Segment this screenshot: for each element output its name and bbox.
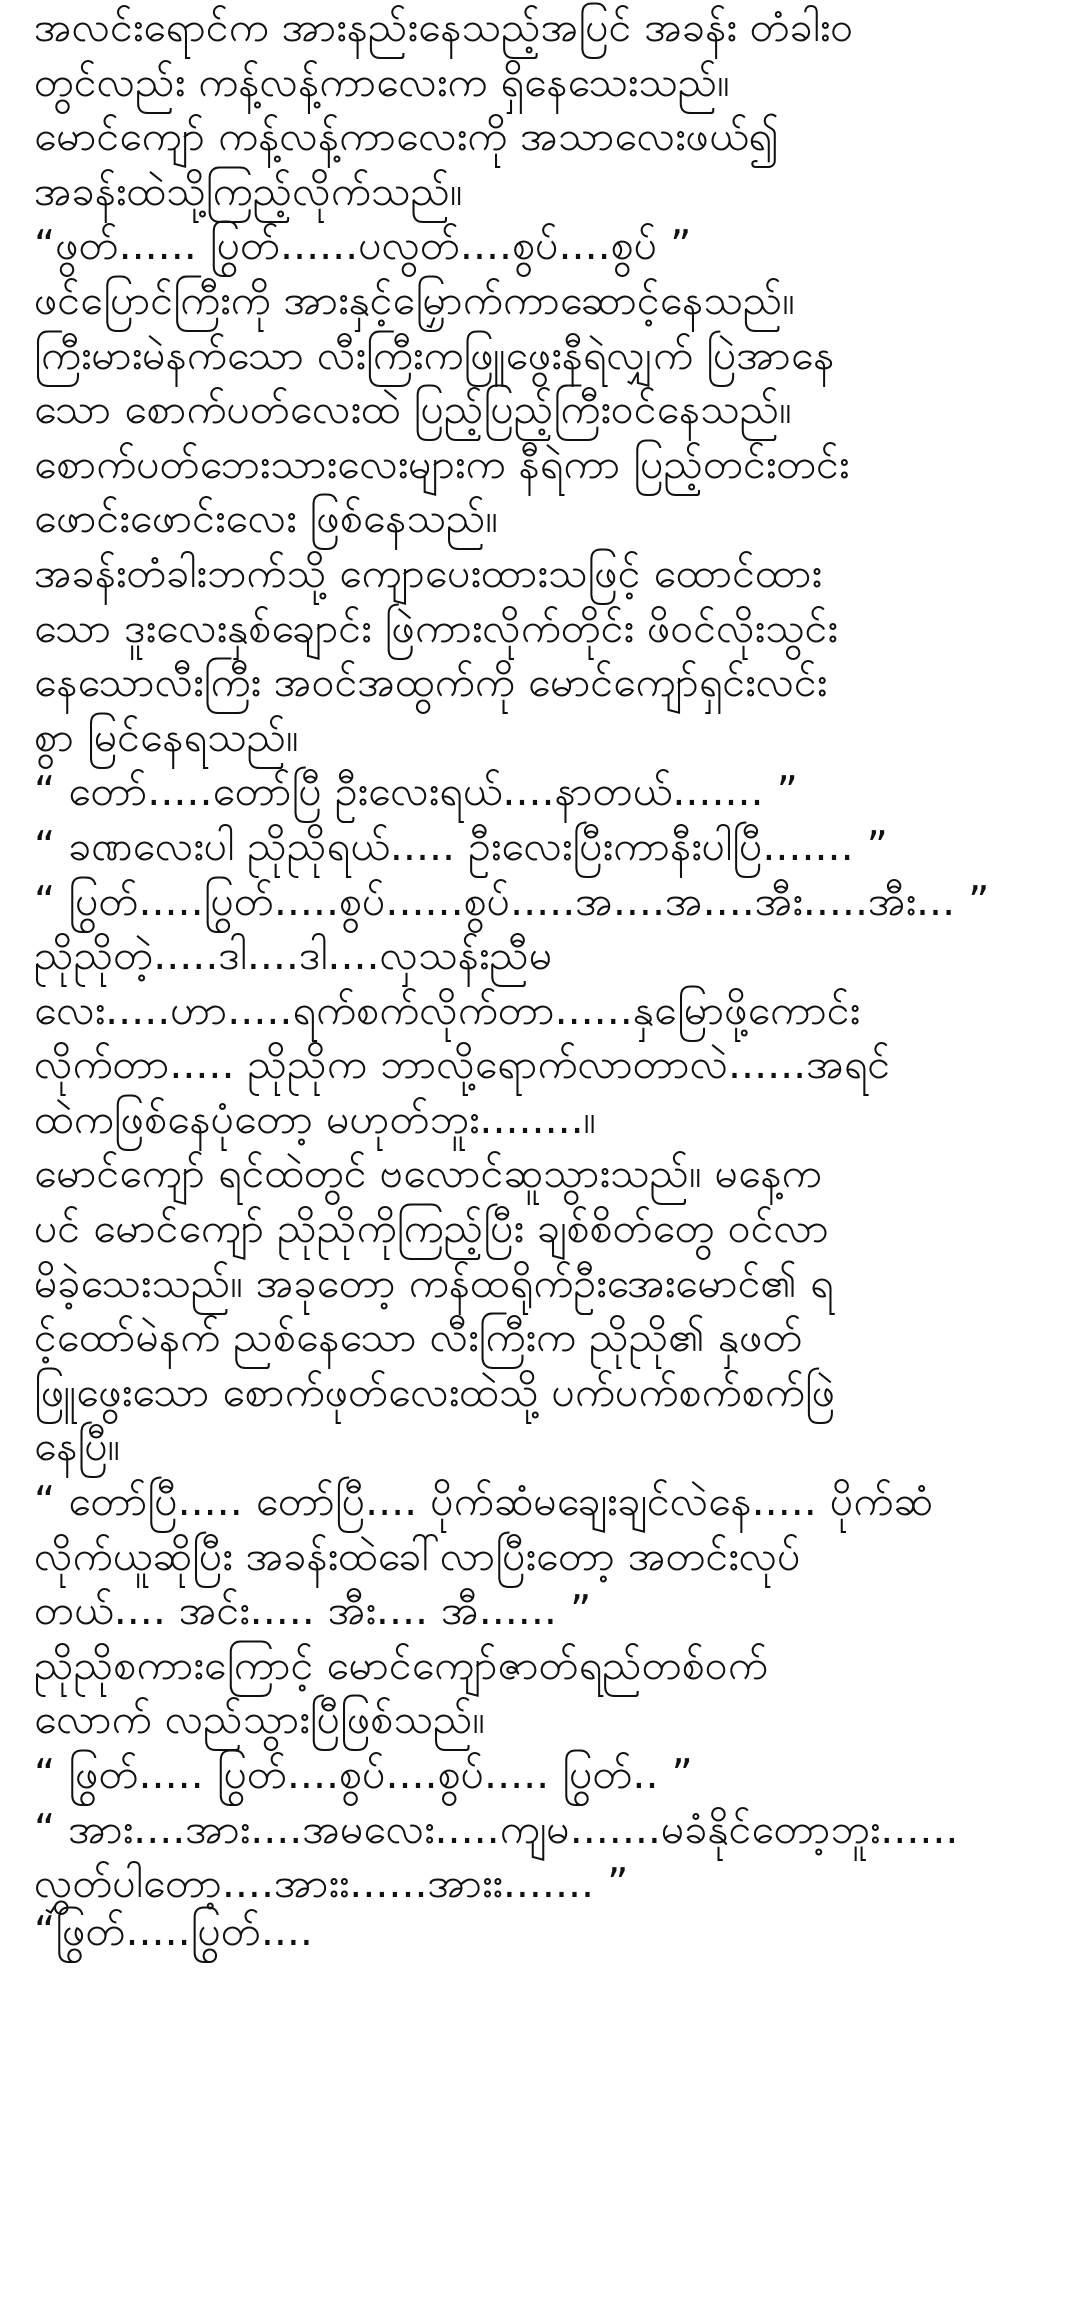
text-line: နေပြီ။ [34, 1422, 121, 1471]
text-line: “ တော်.....တော်ပြီ ဦးလေးရယ်....နာတယ်....... ” [34, 767, 798, 816]
text-line: “ ခဏလေးပါ ညိုညိုရယ်..... ဦးလေးပြီးကာနီးပါပြီ....... ” [34, 821, 888, 870]
text-line: လောက် လည်သွားပြီဖြစ်သည်။ [34, 1695, 486, 1744]
text-line: မောင်ကျော် ကန့်လန့်ကာလေးကို အသာလေးဖယ်၍ [34, 112, 780, 161]
text-line: “ ဖြွတ်..... ပြွတ်....စွပ်....စွပ်..... ပြွတ်.. ” [34, 1750, 693, 1798]
text-line: ညိုညိုတဲ့.....ဒါ....ဒါ....လှသန်းညီမ [34, 931, 553, 980]
text-line: စောက်ပတ်ဘေးသားလေးများက နီရဲကာ ပြည့်တင်းတင်း [34, 439, 850, 488]
text-line-cut-off: “ဖြွတ်.....ပြွတ်.... [34, 1906, 313, 1955]
text-line: အလင်းရောင်က အားနည်းနေသည့်အပြင် အခန်း တံခါးဝ [34, 3, 854, 51]
text-line: “ ပြွတ်.....ပြွတ်.....စွပ်......စွပ်.....အ....အ....အီး.....အီး... ” [34, 876, 990, 925]
text-line: ကြီးမားမဲနက်သော လီးကြီးကဖြူဖွေးနီရဲလျှက် ပြဲအာနေ [34, 330, 835, 379]
text-line: ဖင်ပြောင်ကြီးကို အားနှင့်မြှောက်ကာဆောင့်နေသည်။ [34, 275, 795, 324]
text-line: ညိုညိုစကားကြောင့် မောင်ကျော်ဇာတ်ရည်တစ်ဝက် [34, 1640, 768, 1689]
text-line: လွှတ်ပါတော့....အားး......အားး....... ” [34, 1859, 629, 1908]
paragraph-text [34, 0, 1054, 1955]
text-line: “ တော်ပြီ..... တော်ပြီ.... ပိုက်ဆံမချေးချင်လဲနေ..... ပိုက်ဆံ [34, 1477, 933, 1526]
text-line: အခန်းတံခါးဘက်သို့ ကျောပေးထားသဖြင့် ထောင်ထား [34, 548, 822, 597]
text-line: စွာ မြင်နေရသည်။ [34, 712, 299, 761]
text-line: ပင် မောင်ကျော် ညိုညိုကိုကြည့်ပြီး ချစ်စိတ်တွေ ဝင်လာ [34, 1204, 829, 1253]
text-line: သော ဒူးလေးနှစ်ချောင်း ဖြဲကားလိုက်တိုင်း ဖိဝင်လိုးသွင်း [34, 603, 838, 652]
text-line: တယ်.... အင်း..... အီး.... အီ...... ” [34, 1586, 592, 1635]
text-line: င့်ထော်မဲနက် ညစ်နေသော လီးကြီးက ညိုညို၏ နှဖတ် [34, 1313, 803, 1362]
text-line: ဖောင်းဖောင်းလေး ဖြစ်နေသည်။ [34, 494, 499, 543]
text-line: လိုက်တာ..... ညိုညိုက ဘာလို့ရောက်လာတာလဲ......အရင် [34, 1040, 891, 1089]
text-line: လေး.....ဟာ.....ရက်စက်လိုက်တာ......နှမြောဖို့ကောင်း [34, 985, 861, 1034]
text-line: ဖြူဖွေးသော စောက်ဖုတ်လေးထဲသို့ ပက်ပက်စက်စက်ဖြဲ [34, 1367, 836, 1416]
text-line: နေသောလီးကြီး အဝင်အထွက်ကို မောင်ကျော်ရှင်းလင်း [34, 658, 828, 707]
text-line: သော စောက်ပတ်လေးထဲ ပြည့်ပြည့်ကြီးဝင်နေသည်။ [34, 385, 792, 434]
text-line: အခန်းထဲသို့ကြည့်လိုက်သည်။ [34, 166, 463, 215]
text-line: လိုက်ယူဆိုပြီး အခန်းထဲခေါ်လာပြီးတော့ အတင်းလုပ် [34, 1531, 801, 1580]
text-line: မိခဲ့သေးသည်။ အခုတော့ ကန်ထရိုက်ဦးအေးမောင်၏ ရ [34, 1258, 834, 1307]
text-line: “ အား....အား....အမလေး.....ကျမ.......မခံနိုင်တော့ဘူး...... [34, 1804, 959, 1853]
text-line: တွင်လည်း ကန့်လန့်ကာလေးက ရှိနေသေးသည်။ [34, 57, 730, 106]
text-line: ထဲကဖြစ်နေပုံတော့ မဟုတ်ဘူး........။ [34, 1094, 597, 1143]
text-line: “ဖွတ်...... ပြွတ်......ပလွတ်....စွပ်....စွပ် ” [34, 221, 692, 270]
text-line: မောင်ကျော် ရင်ထဲတွင် ဗလောင်ဆူသွားသည်။ မနေ့က [34, 1149, 822, 1198]
